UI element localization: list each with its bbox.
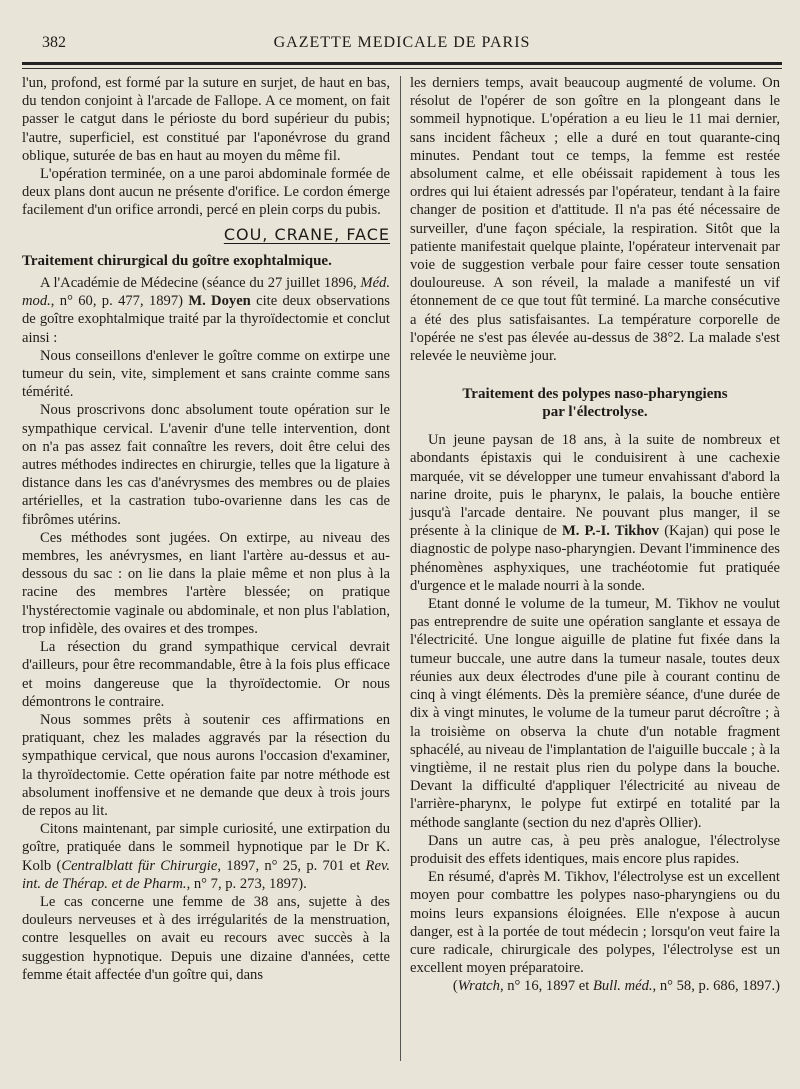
text: ( xyxy=(452,978,458,995)
text: Citons maintenant, par simple curiosité, une extirpation du goître, pratiquée dans le sommeil hypnotique par le Dr K. Kolb ( xyxy=(22,821,390,874)
section-heading: COU, CRANE, FACE xyxy=(223,224,390,244)
text: , n° 60, p. 477, 1897) xyxy=(50,293,189,310)
text: A l'Académie de Médecine (séance du 27 juillet 1896, xyxy=(40,275,361,292)
header-rule-thin xyxy=(22,68,782,69)
reference: Méd. mod. xyxy=(22,275,390,310)
page-number: 382 xyxy=(42,34,66,51)
paragraph: Dans un autre cas, à peu près analogue, l'électrolyse produisit des effets identiques, mais encore plus rapides. xyxy=(410,832,780,867)
left-column xyxy=(22,74,390,984)
author-name: M. P.-I. Tikhov xyxy=(561,523,660,540)
quote-paragraph: Nous sommes prêts à soutenir ces affirmations en pratiquant, chez les malades aggravés par la résection du sympathique cervical, que nous aurons l'occasion d'examiner, la thyroïdectomie. Cette opération faite par notre méthode est absolument inoffensive et ne demande que deux à trois jours de repos au lit. xyxy=(22,711,390,819)
paragraph: Etant donné le volume de la tumeur, M. Tikhov ne voulut pas entreprendre de suite une opération sanglante et essaya de l'électricité. Une longue aiguille de platine fut fixée dans la tumeur buccale, une autre dans la tumeur nasale, toutes deux réunies aux deux électrodes d'une pile à courant continu de cinq à vingt éléments. Dès la première séance, d'une durée de dix à vingt minutes, le volume de la tumeur parut décroître ; à la troisième on observa la chute d'un notable fragment sphacélé, au niveau de l'implantation de l'aiguille buccale ; à la vingtième, il ne restait plus rien du polype dans la bouche. Devant la difficulté d'appliquer l'électricité au niveau de l'arrière-pharynx, le polype fut extirpé en totalité par la méthode sanglante (section du nez d'après Ollier). xyxy=(410,596,780,831)
paragraph: Le cas concerne une femme de 38 ans, sujette à des douleurs nerveuses et à des irrégularités de la menstruation, contre lesquelles on avait eu recours avec succès à la suggestion hypnotique. Depuis une dizaine d'années, cette femme était affectée d'un goître qui, dans xyxy=(22,893,390,983)
paragraph xyxy=(410,431,780,595)
paragraph: les derniers temps, avait beaucoup augmenté de volume. On résolut de l'opérer de son goître en la plongeant dans le sommeil hypnotique. L'opération a eu lieu le 11 mai dernier, sans incident fâcheux ; elle a duré en tout quarante-cinq minutes. Pendant tout ce temps, la femme est restée absolument calme, et elle obéissait rapidement à tous les ordres qui lui étaient adressés par l'opérateur, tendant à la faire changer de position et d'attitude. Il n'a pas été nécessaire de surveiller, d'une façon spéciale, la respiration. Sitôt que la patiente manifestait quelque plainte, l'opérateur intervenait par voie de suggestion verbale pour faire cesser toute sensation douloureuse. A son réveil, la malade a manifesté un vif étonnement de ce que tout fût terminé. La marche consécutive a été des plus satisfaisantes. La température corporelle de l'opérée ne s'est pas élevée au-dessus de 38°2. La malade s'est relevée le neuvième jour. xyxy=(410,75,780,365)
reference: Centralblatt für Chirurgie xyxy=(61,857,218,874)
column-divider xyxy=(400,76,401,1061)
paragraph xyxy=(22,274,390,347)
quote-paragraph: Nous conseillons d'enlever le goître comme on extirpe une tumeur du sein, vite, simplement et sans crainte comme sans témérité. xyxy=(22,347,390,401)
paragraph xyxy=(22,820,390,893)
right-column xyxy=(410,74,780,996)
quote-paragraph: Nous proscrivons donc absolument toute opération sur le sympathique cervical. L'avenir d'une telle intervention, dont on n'a pas assez fait connaître les revers, doit être celui des autres méthodes indirectes en chirurgie, telles que la ligature à distance dans les cas d'anévrysmes des membres ou de plaies artérielles, et la castration tubo-ovarienne dans les cas de fibrômes utérins. xyxy=(22,402,390,528)
paragraph: l'un, profond, est formé par la suture en surjet, de haut en bas, du tendon conjoint à l'arcade de Fallope. A ce moment, on fait passer le catgut dans le périoste du bord supérieur du pubis; l'autre, superficiel, est constitué par l'aponévrose du grand oblique, suturée de bas en haut au moyen du même fil. xyxy=(22,75,390,164)
text: (Kajan) qui pose le diagnostic de polype naso-pharyngien. Devant l'imminence des phénomènes asphyxiques, une trachéotomie fut pratiquée d'urgence et le malade nourri à la sonde. xyxy=(410,523,781,594)
article-title xyxy=(410,385,780,421)
page-header xyxy=(22,32,782,56)
article-title: Traitement chirurgical du goître exophtalmique. xyxy=(22,252,332,269)
reference: Wratch xyxy=(457,978,500,995)
quote-paragraph: La résection du grand sympathique cervical devrait d'ailleurs, pour être recommandable, être à la fois plus efficace et moins dangereuse que la thyroïdectomie. Or nous démontrons le contraire. xyxy=(22,639,390,710)
reference: Rev. int. de Thérap. et de Pharm. xyxy=(22,857,390,892)
article-title-line: par l'électrolyse. xyxy=(542,404,648,421)
paragraph: L'opération terminée, on a une paroi abdominale formée de deux plans dont aucun ne présente d'orifice. Le cordon émerge facilement d'un orifice arrondi, percé en plein corps du pubis. xyxy=(22,166,390,219)
article-title-line: Traitement des polypes naso-pharyngiens xyxy=(462,386,728,403)
text: , 1897, n° 25, p. 701 et xyxy=(217,857,366,874)
quote-paragraph: Ces méthodes sont jugées. On extirpe, au niveau des membres, les anévrysmes, en liant l'artère au-dessus et au-dessous du sac : on lie dans la plaie même et non plus à la racine des membres l'artère blessée; on pratique l'hystérectomie vaginale ou abdominale, et non plus l'ablation, trop infidèle, des ovaires et des trompes. xyxy=(22,529,390,637)
text: cite deux observations de goître exophtalmique traité par la thyroïdectomie et conclut ainsi : xyxy=(22,293,390,346)
text: , n° 58, p. 686, 1897.) xyxy=(652,978,780,995)
journal-title: GAZETTE MEDICALE DE PARIS xyxy=(273,34,531,51)
text: Un jeune paysan de 18 ans, à la suite de nombreux et abondants épistaxis qui le conduisirent à une cachexie marquée, vit se développer une tumeur envahissant d'abord la narine droite, puis le pharynx, le palais, la bouche entière jusqu'à l'arcade dentaire. Ne pouvant plus manger, il se présente à la clinique de xyxy=(410,432,780,540)
header-rule-thick xyxy=(22,62,782,65)
author-name: M. Doyen xyxy=(188,293,251,310)
text: , n° 7, p. 273, 1897). xyxy=(186,875,307,892)
reference: Bull. méd. xyxy=(592,978,653,995)
citation xyxy=(410,977,780,995)
text: , n° 16, 1897 et xyxy=(499,978,593,995)
paragraph: En résumé, d'après M. Tikhov, l'électrolyse est un excellent moyen pour combattre les polypes naso-pharyngiens ou du moins leurs expansions éloignées. Elle n'expose à aucun danger, est à la portée de tout médecin ; lorsqu'on veut faire la cure radicale, chirurgicale des polypes, l'électrolyse est un excellent moyen préparatoire. xyxy=(410,869,780,977)
